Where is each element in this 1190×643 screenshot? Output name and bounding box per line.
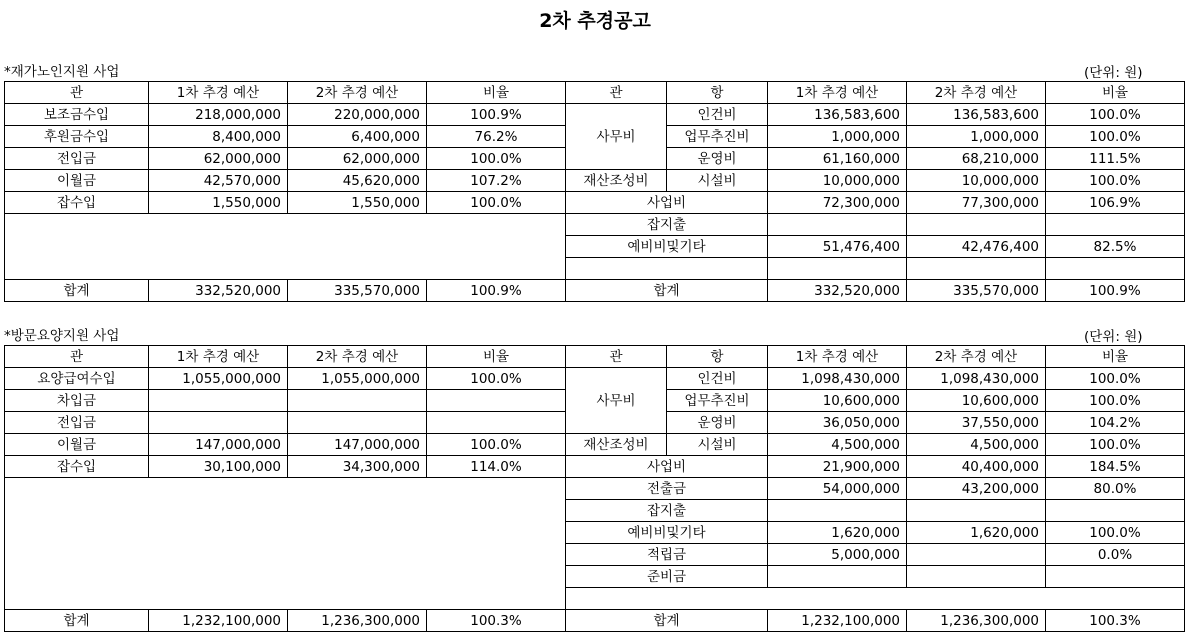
amount-cell: 42,570,000: [149, 170, 288, 192]
header-cell: 2차 추경 예산: [288, 346, 427, 368]
header-cell: 2차 추경 예산: [907, 346, 1046, 368]
ratio-cell: 100.0%: [1046, 170, 1185, 192]
total-amount: 332,520,000: [768, 280, 907, 302]
total-ratio: 100.3%: [427, 610, 566, 632]
ratio-cell: [1046, 214, 1185, 236]
amount-cell: 1,620,000: [768, 522, 907, 544]
amount-cell: [907, 500, 1046, 522]
expense-item: 인건비: [667, 104, 768, 126]
ratio-cell: 111.5%: [1046, 148, 1185, 170]
section2-unit: (단위: 원): [1084, 329, 1143, 345]
ratio-cell: 76.2%: [427, 126, 566, 148]
total-label: 합계: [566, 610, 768, 632]
section1-caption: *재가노인지원 사업: [4, 64, 120, 80]
ratio-cell: 100.0%: [1046, 104, 1185, 126]
amount-cell: [768, 258, 907, 280]
expense-item: 잡지출: [566, 214, 768, 236]
ratio-cell: 114.0%: [427, 456, 566, 478]
total-label: 합계: [5, 280, 149, 302]
expense-item: 업무추진비: [667, 126, 768, 148]
amount-cell: 136,583,600: [907, 104, 1046, 126]
amount-cell: 61,160,000: [768, 148, 907, 170]
ratio-cell: 100.0%: [1046, 126, 1185, 148]
amount-cell: 1,098,430,000: [768, 368, 907, 390]
table-row: [5, 478, 1185, 500]
expense-item: 운영비: [667, 412, 768, 434]
header-cell: 항: [667, 346, 768, 368]
expense-item: 인건비: [667, 368, 768, 390]
ratio-cell: 106.9%: [1046, 192, 1185, 214]
amount-cell: 72,300,000: [768, 192, 907, 214]
amount-cell: 10,000,000: [907, 170, 1046, 192]
amount-cell: 4,500,000: [768, 434, 907, 456]
table-row: [5, 434, 1185, 456]
total-amount: 335,570,000: [907, 280, 1046, 302]
amount-cell: [907, 258, 1046, 280]
amount-cell: 1,055,000,000: [149, 368, 288, 390]
table-row: [5, 214, 1185, 236]
expense-item: 사업비: [566, 456, 768, 478]
amount-cell: 37,550,000: [907, 412, 1046, 434]
expense-item: 준비금: [566, 566, 768, 588]
total-row: [5, 610, 1185, 632]
total-ratio: 100.9%: [1046, 280, 1185, 302]
expense-item: 잡지출: [566, 500, 768, 522]
income-item: 요양급여수입: [5, 368, 149, 390]
amount-cell: 34,300,000: [288, 456, 427, 478]
total-row: [5, 280, 1185, 302]
amount-cell: 30,100,000: [149, 456, 288, 478]
amount-cell: [768, 214, 907, 236]
empty-block: [5, 214, 566, 280]
amount-cell: [768, 566, 907, 588]
header-cell: 1차 추경 예산: [768, 82, 907, 104]
ratio-cell: [427, 390, 566, 412]
ratio-cell: 184.5%: [1046, 456, 1185, 478]
amount-cell: 40,400,000: [907, 456, 1046, 478]
income-item: 차입금: [5, 390, 149, 412]
ratio-cell: [427, 412, 566, 434]
empty-block: [5, 478, 566, 610]
table-row: [5, 192, 1185, 214]
section1-unit: (단위: 원): [1084, 65, 1143, 81]
header-cell: 관: [566, 82, 667, 104]
table-header-row: [5, 82, 1185, 104]
income-item: 이월금: [5, 170, 149, 192]
header-cell: 비율: [1046, 346, 1185, 368]
ratio-cell: 100.0%: [427, 192, 566, 214]
amount-cell: 1,550,000: [149, 192, 288, 214]
amount-cell: 8,400,000: [149, 126, 288, 148]
header-cell: 관: [5, 82, 149, 104]
total-label: 합계: [5, 610, 149, 632]
ratio-cell: 104.2%: [1046, 412, 1185, 434]
expense-item: 예비비및기타: [566, 522, 768, 544]
table-row: [5, 104, 1185, 126]
expense-item: 예비비및기타: [566, 236, 768, 258]
section2-caption: *방문요양지원 사업: [4, 328, 120, 344]
amount-cell: 45,620,000: [288, 170, 427, 192]
income-item: 잡수입: [5, 192, 149, 214]
amount-cell: 10,000,000: [768, 170, 907, 192]
ratio-cell: 0.0%: [1046, 544, 1185, 566]
amount-cell: [149, 390, 288, 412]
table-header-row: [5, 346, 1185, 368]
ratio-cell: 100.0%: [1046, 368, 1185, 390]
ratio-cell: 80.0%: [1046, 478, 1185, 500]
header-cell: 비율: [1046, 82, 1185, 104]
amount-cell: [768, 500, 907, 522]
ratio-cell: [1046, 258, 1185, 280]
amount-cell: 54,000,000: [768, 478, 907, 500]
expense-item: 시설비: [667, 170, 768, 192]
header-cell: 1차 추경 예산: [149, 82, 288, 104]
amount-cell: 10,600,000: [907, 390, 1046, 412]
ratio-cell: 100.0%: [427, 368, 566, 390]
expense-item: 시설비: [667, 434, 768, 456]
expense-item: 사업비: [566, 192, 768, 214]
expense-item: 운영비: [667, 148, 768, 170]
header-cell: 관: [566, 346, 667, 368]
amount-cell: 5,000,000: [768, 544, 907, 566]
total-ratio: 100.9%: [427, 280, 566, 302]
ratio-cell: 100.0%: [1046, 522, 1185, 544]
header-cell: 1차 추경 예산: [149, 346, 288, 368]
header-cell: 비율: [427, 82, 566, 104]
total-amount: 1,236,300,000: [288, 610, 427, 632]
income-item: 전입금: [5, 148, 149, 170]
expense-item: 적립금: [566, 544, 768, 566]
total-label: 합계: [566, 280, 768, 302]
section1-budget-table: [4, 81, 1185, 302]
total-amount: 1,232,100,000: [149, 610, 288, 632]
section2-budget-table: [4, 345, 1185, 632]
total-amount: 332,520,000: [149, 280, 288, 302]
amount-cell: [288, 390, 427, 412]
income-item: 잡수입: [5, 456, 149, 478]
ratio-cell: [1046, 500, 1185, 522]
amount-cell: 136,583,600: [768, 104, 907, 126]
total-ratio: 100.3%: [1046, 610, 1185, 632]
amount-cell: 1,550,000: [288, 192, 427, 214]
total-amount: 1,236,300,000: [907, 610, 1046, 632]
expense-group-office: 사무비: [566, 104, 667, 170]
page-title: 2차 추경공고: [539, 10, 651, 32]
amount-cell: 4,500,000: [907, 434, 1046, 456]
ratio-cell: 100.0%: [1046, 390, 1185, 412]
header-cell: 1차 추경 예산: [768, 346, 907, 368]
total-amount: 1,232,100,000: [768, 610, 907, 632]
income-item: 전입금: [5, 412, 149, 434]
expense-group-asset: 재산조성비: [566, 170, 667, 192]
amount-cell: 10,600,000: [768, 390, 907, 412]
total-amount: 335,570,000: [288, 280, 427, 302]
income-item: 보조금수입: [5, 104, 149, 126]
ratio-cell: 100.0%: [427, 434, 566, 456]
header-cell: 비율: [427, 346, 566, 368]
amount-cell: [907, 544, 1046, 566]
amount-cell: 147,000,000: [288, 434, 427, 456]
expense-group-office: 사무비: [566, 368, 667, 434]
amount-cell: 77,300,000: [907, 192, 1046, 214]
expense-item: [566, 258, 768, 280]
header-cell: 관: [5, 346, 149, 368]
ratio-cell: [1046, 566, 1185, 588]
table-row: [5, 368, 1185, 390]
ratio-cell: 100.0%: [427, 148, 566, 170]
amount-cell: [149, 412, 288, 434]
amount-cell: [907, 566, 1046, 588]
amount-cell: 42,476,400: [907, 236, 1046, 258]
amount-cell: 220,000,000: [288, 104, 427, 126]
amount-cell: 43,200,000: [907, 478, 1046, 500]
ratio-cell: 107.2%: [427, 170, 566, 192]
amount-cell: 62,000,000: [149, 148, 288, 170]
expense-group-asset: 재산조성비: [566, 434, 667, 456]
expense-item: 업무추진비: [667, 390, 768, 412]
amount-cell: 51,476,400: [768, 236, 907, 258]
header-cell: 2차 추경 예산: [907, 82, 1046, 104]
income-item: 이월금: [5, 434, 149, 456]
amount-cell: 36,050,000: [768, 412, 907, 434]
amount-cell: 1,000,000: [768, 126, 907, 148]
expense-item: 전출금: [566, 478, 768, 500]
amount-cell: 62,000,000: [288, 148, 427, 170]
amount-cell: [907, 214, 1046, 236]
table-row: [5, 456, 1185, 478]
amount-cell: 1,000,000: [907, 126, 1046, 148]
ratio-cell: 100.9%: [427, 104, 566, 126]
amount-cell: 6,400,000: [288, 126, 427, 148]
income-item: 후원금수입: [5, 126, 149, 148]
amount-cell: 1,620,000: [907, 522, 1046, 544]
amount-cell: [288, 412, 427, 434]
amount-cell: 21,900,000: [768, 456, 907, 478]
header-cell: 2차 추경 예산: [288, 82, 427, 104]
blank-row-cell: [566, 588, 1185, 610]
ratio-cell: 100.0%: [1046, 434, 1185, 456]
header-cell: 항: [667, 82, 768, 104]
amount-cell: 1,055,000,000: [288, 368, 427, 390]
amount-cell: 218,000,000: [149, 104, 288, 126]
table-row: [5, 170, 1185, 192]
ratio-cell: 82.5%: [1046, 236, 1185, 258]
amount-cell: 147,000,000: [149, 434, 288, 456]
amount-cell: 68,210,000: [907, 148, 1046, 170]
amount-cell: 1,098,430,000: [907, 368, 1046, 390]
